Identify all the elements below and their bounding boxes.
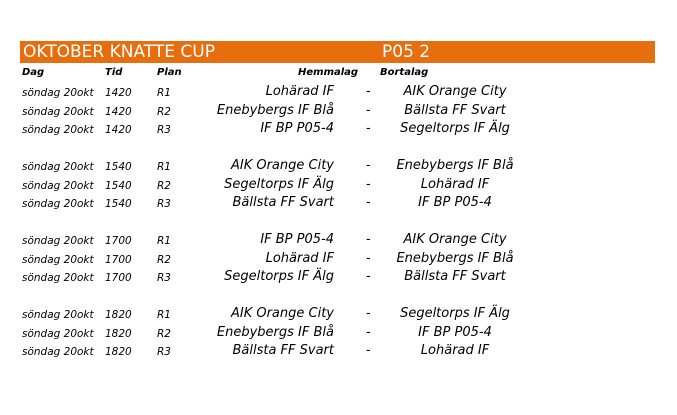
away-team: AIK Orange City — [403, 232, 507, 247]
match-row — [0, 158, 677, 176]
match-row — [0, 306, 677, 324]
away-team: IF BP P05-4 — [418, 324, 492, 340]
away-team: Segeltorps IF Älg — [400, 121, 510, 136]
home-team: AIK Orange City — [230, 158, 334, 173]
match-pitch: R3 — [157, 346, 171, 358]
home-team: Bällsta FF Svart — [232, 343, 334, 358]
match-day: söndag 20okt — [22, 87, 94, 99]
match-time: 1820 — [105, 327, 132, 340]
match-time: 1820 — [105, 309, 132, 321]
match-time: 1540 — [105, 179, 132, 192]
match-separator: - — [366, 176, 371, 192]
match-day: söndag 20okt — [22, 179, 94, 192]
match-row — [0, 103, 677, 121]
header-hemmalag: Hemmalag — [298, 67, 359, 78]
match-row — [0, 121, 677, 139]
away-team: Lohärad IF — [420, 343, 490, 358]
match-row — [0, 343, 677, 361]
match-pitch: R1 — [157, 161, 171, 173]
match-separator: - — [366, 343, 371, 358]
match-time: 1540 — [105, 161, 132, 173]
match-row — [0, 251, 677, 269]
match-pitch: R1 — [157, 309, 171, 321]
away-team: Enebybergs IF Blå — [396, 250, 514, 266]
match-time: 1420 — [105, 105, 132, 118]
home-team: IF BP P05-4 — [260, 232, 334, 247]
match-time: 1540 — [105, 198, 132, 210]
match-separator: - — [366, 195, 371, 210]
match-separator: - — [366, 269, 371, 284]
away-team: Lohärad IF — [420, 176, 490, 192]
home-team: IF BP P05-4 — [260, 121, 334, 136]
match-separator: - — [366, 84, 371, 99]
match-row — [0, 269, 677, 287]
cup-title: OKTOBER KNATTE CUP — [23, 42, 215, 62]
home-team: Bällsta FF Svart — [232, 195, 334, 210]
match-day: söndag 20okt — [22, 327, 94, 340]
match-pitch: R1 — [157, 87, 171, 99]
match-time: 1820 — [105, 346, 132, 358]
away-team: Bällsta FF Svart — [404, 269, 506, 284]
match-day: söndag 20okt — [22, 309, 94, 321]
match-pitch: R2 — [157, 327, 171, 340]
home-team: Lohärad IF — [265, 84, 334, 99]
away-team: Segeltorps IF Älg — [400, 306, 510, 321]
match-pitch: R1 — [157, 235, 171, 247]
match-day: söndag 20okt — [22, 198, 94, 210]
away-team: Bällsta FF Svart — [404, 102, 506, 118]
away-team: Enebybergs IF Blå — [396, 158, 514, 173]
match-separator: - — [366, 250, 371, 266]
home-team: AIK Orange City — [230, 306, 334, 321]
group-name: P05 2 — [382, 42, 431, 62]
match-pitch: R2 — [157, 253, 171, 266]
header-tid: Tid — [105, 67, 123, 78]
match-row — [0, 195, 677, 213]
header-dag: Dag — [22, 67, 45, 78]
match-pitch: R3 — [157, 272, 171, 284]
header-plan: Plan — [157, 67, 182, 78]
match-time: 1700 — [105, 253, 132, 266]
match-pitch: R2 — [157, 105, 171, 118]
home-team: Enebybergs IF Blå — [216, 102, 334, 118]
match-day: söndag 20okt — [22, 253, 94, 266]
match-pitch: R3 — [157, 198, 171, 210]
match-day: söndag 20okt — [22, 124, 94, 136]
match-time: 1700 — [105, 272, 132, 284]
match-time: 1420 — [105, 124, 132, 136]
match-day: söndag 20okt — [22, 105, 94, 118]
home-team: Segeltorps IF Älg — [224, 269, 334, 284]
match-time: 1700 — [105, 235, 132, 247]
match-day: söndag 20okt — [22, 235, 94, 247]
match-time: 1420 — [105, 87, 132, 99]
away-team: AIK Orange City — [403, 84, 507, 99]
title-banner — [20, 41, 655, 63]
home-team: Lohärad IF — [265, 250, 334, 266]
away-team: IF BP P05-4 — [418, 195, 492, 210]
match-pitch: R2 — [157, 179, 171, 192]
match-day: söndag 20okt — [22, 346, 94, 358]
match-separator: - — [366, 121, 371, 136]
match-separator: - — [366, 232, 371, 247]
match-day: söndag 20okt — [22, 161, 94, 173]
header-bortalag: Bortalag — [380, 67, 429, 78]
match-row — [0, 177, 677, 195]
match-separator: - — [366, 158, 371, 173]
match-day: söndag 20okt — [22, 272, 94, 284]
match-row — [0, 232, 677, 250]
match-separator: - — [366, 306, 371, 321]
match-row — [0, 325, 677, 343]
match-pitch: R3 — [157, 124, 171, 136]
home-team: Segeltorps IF Älg — [224, 176, 334, 192]
match-row — [0, 84, 677, 102]
home-team: Enebybergs IF Blå — [216, 324, 334, 340]
match-separator: - — [366, 324, 371, 340]
match-separator: - — [366, 102, 371, 118]
